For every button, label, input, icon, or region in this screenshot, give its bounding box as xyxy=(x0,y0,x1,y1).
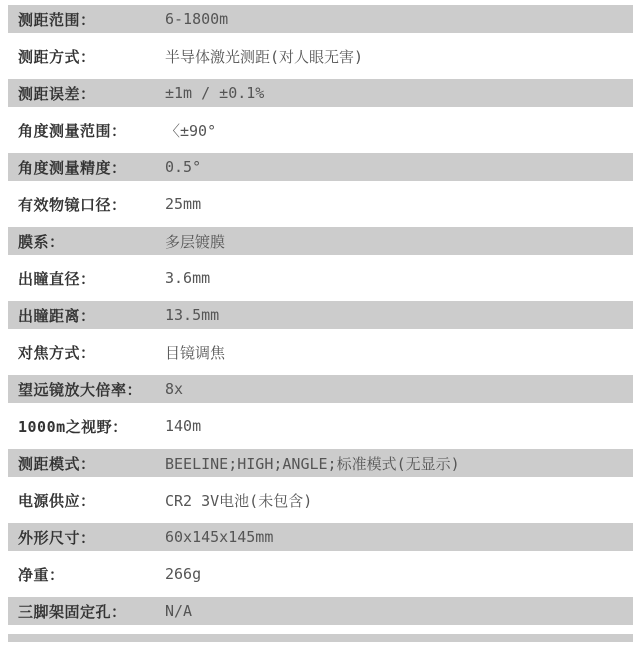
spec-value: 半导体激光测距(对人眼无害) xyxy=(165,47,364,66)
spec-row xyxy=(8,338,633,366)
spec-value: 多层镀膜 xyxy=(165,232,226,251)
spec-value: 6-1800m xyxy=(165,10,229,28)
spec-label: 三脚架固定孔： xyxy=(18,602,127,621)
spec-row xyxy=(8,301,633,329)
spec-row xyxy=(8,486,633,514)
spec-row xyxy=(8,264,633,292)
spec-label: 角度测量范围： xyxy=(18,121,127,140)
spec-label: 测距方式： xyxy=(18,47,96,66)
spec-row xyxy=(8,375,633,403)
spec-row xyxy=(8,42,633,70)
spec-label: 电源供应： xyxy=(18,491,96,510)
spec-label: 净重： xyxy=(18,565,65,584)
spec-label: 对焦方式： xyxy=(18,343,96,362)
spec-label: 1000m之视野： xyxy=(18,417,128,436)
spec-label: 测距范围： xyxy=(18,10,96,29)
spec-label: 膜系： xyxy=(18,232,65,251)
spec-value: 目镜调焦 xyxy=(165,343,226,362)
spec-value: 266g xyxy=(165,565,202,583)
spec-value: CR2 3V电池(未包含) xyxy=(165,491,313,510)
spec-label: 测距模式： xyxy=(18,454,96,473)
spec-value: 8x xyxy=(165,380,184,398)
spec-row xyxy=(8,449,633,477)
spec-label: 出瞳直径： xyxy=(18,269,96,288)
spec-table xyxy=(8,5,633,642)
spec-row xyxy=(8,227,633,255)
spec-label: 有效物镜口径： xyxy=(18,195,127,214)
spec-row xyxy=(8,190,633,218)
spec-row xyxy=(8,523,633,551)
spec-row xyxy=(8,597,633,625)
spec-value: 140m xyxy=(165,417,202,435)
spec-label: 角度测量精度： xyxy=(18,158,127,177)
spec-label: 出瞳距离： xyxy=(18,306,96,325)
spec-label: 望远镜放大倍率： xyxy=(18,380,143,399)
spec-label: 外形尺寸： xyxy=(18,528,96,547)
spec-value: 0.5° xyxy=(165,158,202,176)
spec-value: 60x145x145mm xyxy=(165,528,274,546)
spec-row xyxy=(8,412,633,440)
spec-value: ±1m / ±0.1% xyxy=(165,84,265,102)
spec-value: 〈±90° xyxy=(165,121,217,140)
spec-value: 3.6mm xyxy=(165,269,211,287)
spec-row xyxy=(8,560,633,588)
spec-value: 25mm xyxy=(165,195,202,213)
spec-value: BEELINE;HIGH;ANGLE;标准模式(无显示) xyxy=(165,454,460,473)
spec-row xyxy=(8,153,633,181)
spec-row xyxy=(8,5,633,33)
spec-row xyxy=(8,79,633,107)
next-row-partial xyxy=(8,634,633,642)
spec-label: 测距误差： xyxy=(18,84,96,103)
spec-row xyxy=(8,116,633,144)
spec-value: 13.5mm xyxy=(165,306,220,324)
spec-value: N/A xyxy=(165,602,193,620)
